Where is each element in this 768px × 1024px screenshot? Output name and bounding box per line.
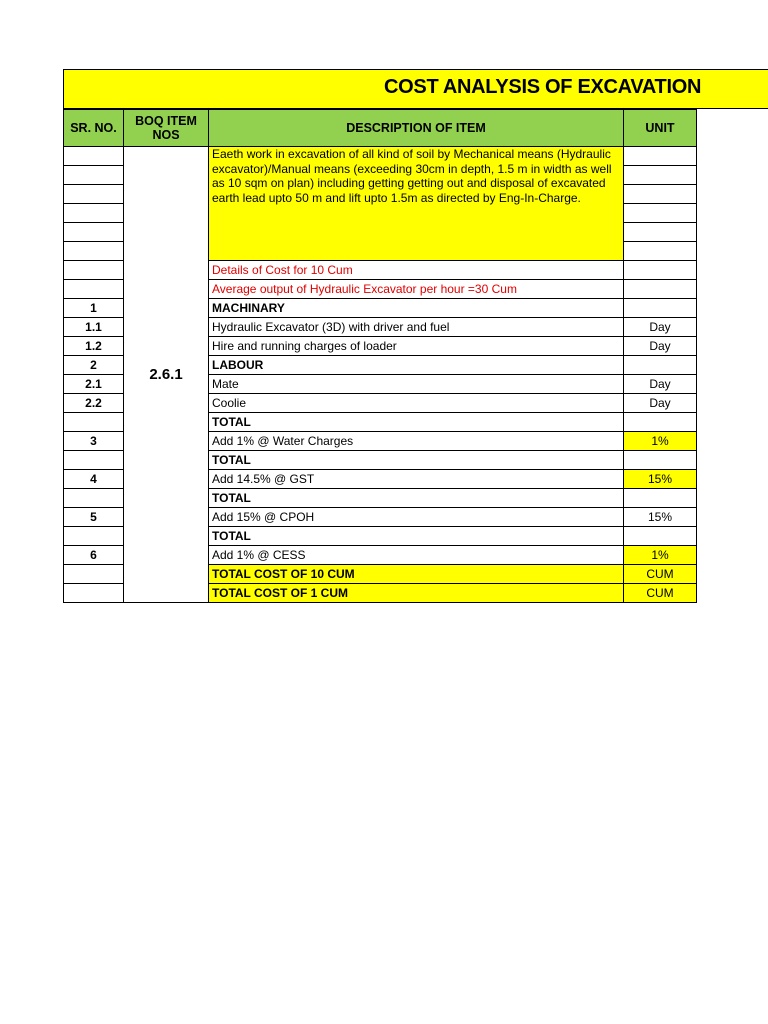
desc-cell[interactable]: Add 14.5% @ GST (209, 470, 624, 489)
unit-cell[interactable] (624, 280, 697, 299)
desc-cell[interactable]: TOTAL (209, 413, 624, 432)
desc-cell[interactable]: Add 15% @ CPOH (209, 508, 624, 527)
sr-cell[interactable]: 2.2 (64, 394, 124, 413)
sr-cell[interactable]: 3 (64, 432, 124, 451)
sr-cell[interactable] (64, 166, 124, 185)
unit-cell[interactable] (624, 527, 697, 546)
desc-cell[interactable]: LABOUR (209, 356, 624, 375)
unit-cell[interactable]: 15% (624, 470, 697, 489)
header-row (64, 110, 697, 147)
table-row (64, 147, 697, 166)
sr-cell[interactable] (64, 147, 124, 166)
unit-cell[interactable]: Day (624, 375, 697, 394)
desc-cell[interactable]: Details of Cost for 10 Cum (209, 261, 624, 280)
sr-cell[interactable]: 5 (64, 508, 124, 527)
unit-cell[interactable]: 15% (624, 508, 697, 527)
title-bar (63, 69, 768, 109)
header-description: DESCRIPTION OF ITEM (209, 110, 624, 147)
unit-cell[interactable]: 1% (624, 432, 697, 451)
sr-cell[interactable] (64, 185, 124, 204)
desc-cell[interactable]: Coolie (209, 394, 624, 413)
sr-cell[interactable]: 4 (64, 470, 124, 489)
unit-cell[interactable] (624, 299, 697, 318)
item-description[interactable]: Eaeth work in excavation of all kind of soil by Mechanical means (Hydraulic excavator)/Manual means (exceeding 30cm in depth, 1.5 m in width as well as 10 sqm on plan) including getting getting out and disposal of excavated earth lead upto 50 m and lift upto 1.5m as directed by Eng-In-Charge. (209, 147, 624, 261)
sr-cell[interactable] (64, 242, 124, 261)
header-unit: UNIT (624, 110, 697, 147)
unit-cell[interactable] (624, 261, 697, 280)
sr-cell[interactable] (64, 261, 124, 280)
sr-cell[interactable]: 6 (64, 546, 124, 565)
desc-cell[interactable]: Mate (209, 375, 624, 394)
desc-cell[interactable]: MACHINARY (209, 299, 624, 318)
sr-cell[interactable] (64, 565, 124, 584)
sr-cell[interactable] (64, 223, 124, 242)
sr-cell[interactable] (64, 527, 124, 546)
desc-cell[interactable]: TOTAL (209, 451, 624, 470)
sr-cell[interactable]: 1.1 (64, 318, 124, 337)
boq-item-cell[interactable]: 2.6.1 (124, 147, 209, 603)
sr-cell[interactable] (64, 280, 124, 299)
desc-cell[interactable]: Add 1% @ CESS (209, 546, 624, 565)
sr-cell[interactable] (64, 451, 124, 470)
sr-cell[interactable]: 1.2 (64, 337, 124, 356)
desc-cell[interactable]: Add 1% @ Water Charges (209, 432, 624, 451)
sr-cell[interactable]: 1 (64, 299, 124, 318)
sr-cell[interactable]: 2.1 (64, 375, 124, 394)
unit-cell[interactable]: CUM (624, 584, 697, 603)
desc-cell[interactable]: Hire and running charges of loader (209, 337, 624, 356)
unit-cell[interactable] (624, 223, 697, 242)
sr-cell[interactable] (64, 584, 124, 603)
unit-cell[interactable] (624, 413, 697, 432)
desc-cell[interactable]: TOTAL COST OF 1 CUM (209, 584, 624, 603)
unit-cell[interactable] (624, 356, 697, 375)
desc-cell[interactable]: TOTAL (209, 527, 624, 546)
unit-cell[interactable]: 1% (624, 546, 697, 565)
sr-cell[interactable] (64, 204, 124, 223)
unit-cell[interactable] (624, 204, 697, 223)
sr-cell[interactable] (64, 413, 124, 432)
desc-cell[interactable]: Average output of Hydraulic Excavator per hour =30 Cum (209, 280, 624, 299)
unit-cell[interactable] (624, 185, 697, 204)
sr-cell[interactable]: 2 (64, 356, 124, 375)
sheet-title: COST ANALYSIS OF EXCAVATION (384, 76, 702, 98)
unit-cell[interactable] (624, 166, 697, 185)
header-boq: BOQ ITEM NOS (124, 110, 209, 147)
desc-cell[interactable]: TOTAL COST OF 10 CUM (209, 565, 624, 584)
unit-cell[interactable]: CUM (624, 565, 697, 584)
unit-cell[interactable]: Day (624, 394, 697, 413)
header-sr-no: SR. NO. (64, 110, 124, 147)
unit-cell[interactable] (624, 489, 697, 508)
unit-cell[interactable] (624, 451, 697, 470)
unit-cell[interactable] (624, 147, 697, 166)
unit-cell[interactable] (624, 242, 697, 261)
desc-cell[interactable]: Hydraulic Excavator (3D) with driver and fuel (209, 318, 624, 337)
cost-table (63, 109, 697, 603)
sr-cell[interactable] (64, 489, 124, 508)
desc-cell[interactable]: TOTAL (209, 489, 624, 508)
unit-cell[interactable]: Day (624, 318, 697, 337)
unit-cell[interactable]: Day (624, 337, 697, 356)
